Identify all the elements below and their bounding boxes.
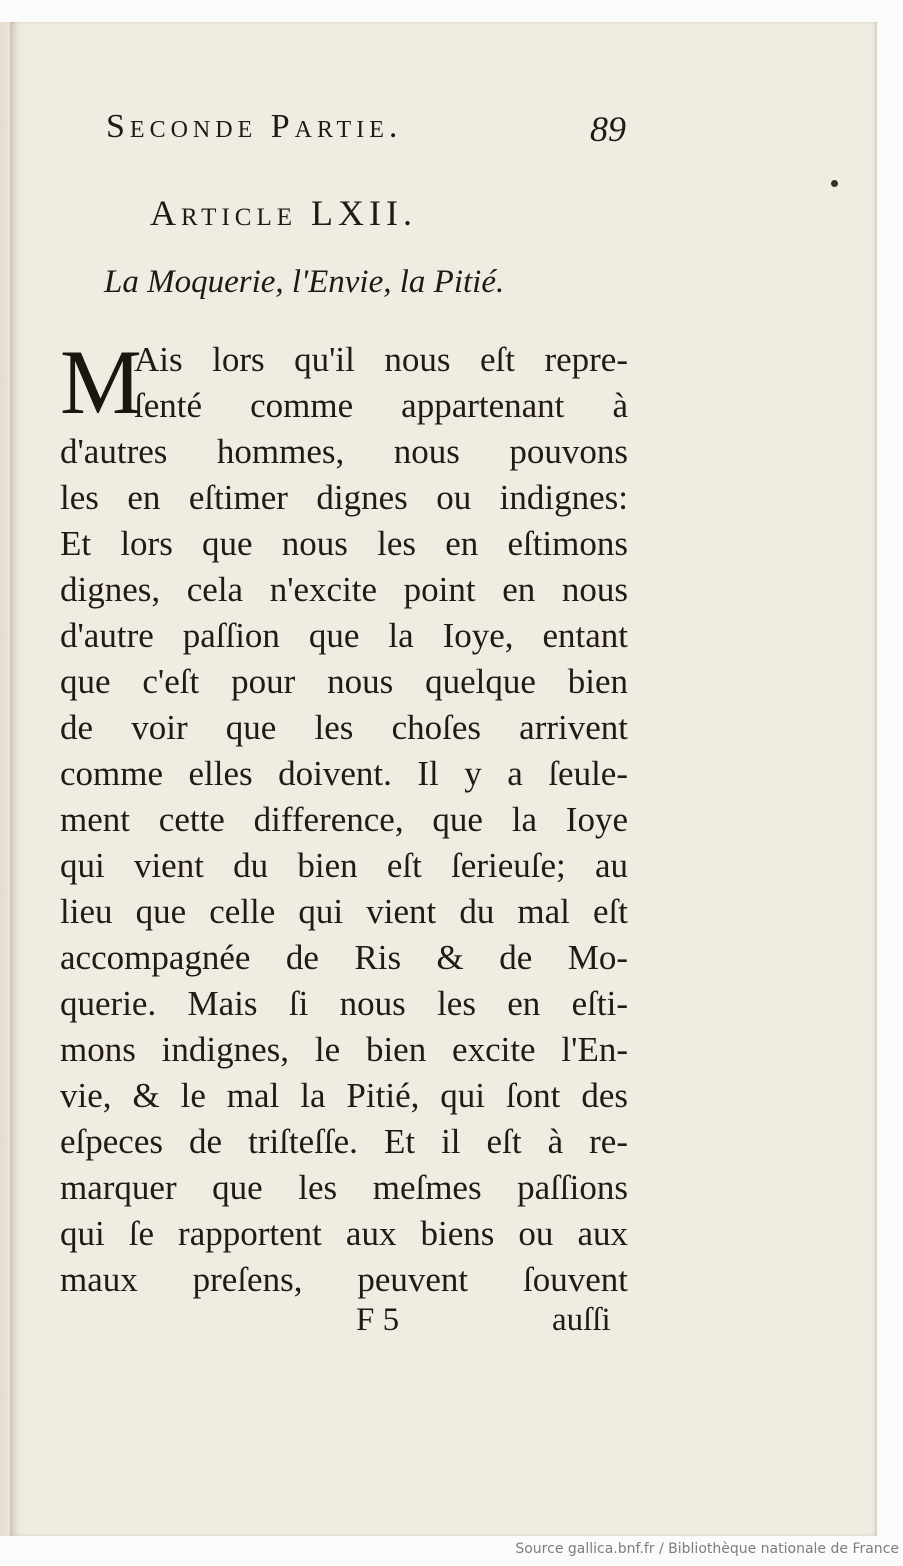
text-line: accompagnée de Ris & de Mo- <box>60 938 628 977</box>
running-head <box>106 108 626 154</box>
text-line: eſpeces de triſteſſe. Et il eſt à re- <box>60 1122 628 1161</box>
ink-spot-mark <box>831 180 838 187</box>
text-line: qui vient du bien eſt ſerieuſe; au <box>60 846 628 885</box>
text-line: Et lors que nous les en eſtimons <box>60 524 628 563</box>
text-line: d'autres hommes, nous pouvons <box>60 432 628 471</box>
article-subtitle: La Moquerie, l'Envie, la Pitié. <box>104 264 505 300</box>
catchword: auſſi <box>552 1302 611 1338</box>
text-line: qui ſe rapportent aux biens ou aux <box>60 1214 628 1253</box>
text-line: ment cette difference, que la Ioye <box>60 800 628 839</box>
drop-cap: M <box>60 331 142 433</box>
text-line: de voir que les choſes arrivent <box>60 708 628 747</box>
page-number: 89 <box>590 109 626 149</box>
text-line: que c'eſt pour nous quelque bien <box>60 662 628 701</box>
text-line: marquer que les meſmes paſſions <box>60 1168 628 1207</box>
signature-mark: F 5 <box>356 1302 400 1338</box>
text-line: vie, & le mal la Pitié, qui ſont des <box>60 1076 628 1115</box>
source-credit: Source gallica.bnf.fr / Bibliothèque nationale de France <box>515 1541 899 1557</box>
text-line: dignes, cela n'excite point en nous <box>60 570 628 609</box>
text-line: d'autre paſſion que la Ioye, entant <box>60 616 628 655</box>
text-line: mons indignes, le bien excite l'En- <box>60 1030 628 1069</box>
text-line: comme elles doivent. Il y a ſeule- <box>60 754 628 793</box>
article-heading: Article LXII. <box>150 193 417 233</box>
running-title: Seconde Partie. <box>106 108 403 145</box>
text-line: lieu que celle qui vient du mal eſt <box>60 892 628 931</box>
text-line: maux preſens, peuvent ſouvent <box>60 1260 628 1299</box>
text-line: Ais lors qu'il nous eſt repre- <box>134 340 628 379</box>
text-line: les en eſtimer dignes ou indignes: <box>60 478 628 517</box>
text-line: ſenté comme appartenant à <box>134 386 628 425</box>
text-line: querie. Mais ſi nous les en eſti- <box>60 984 628 1023</box>
